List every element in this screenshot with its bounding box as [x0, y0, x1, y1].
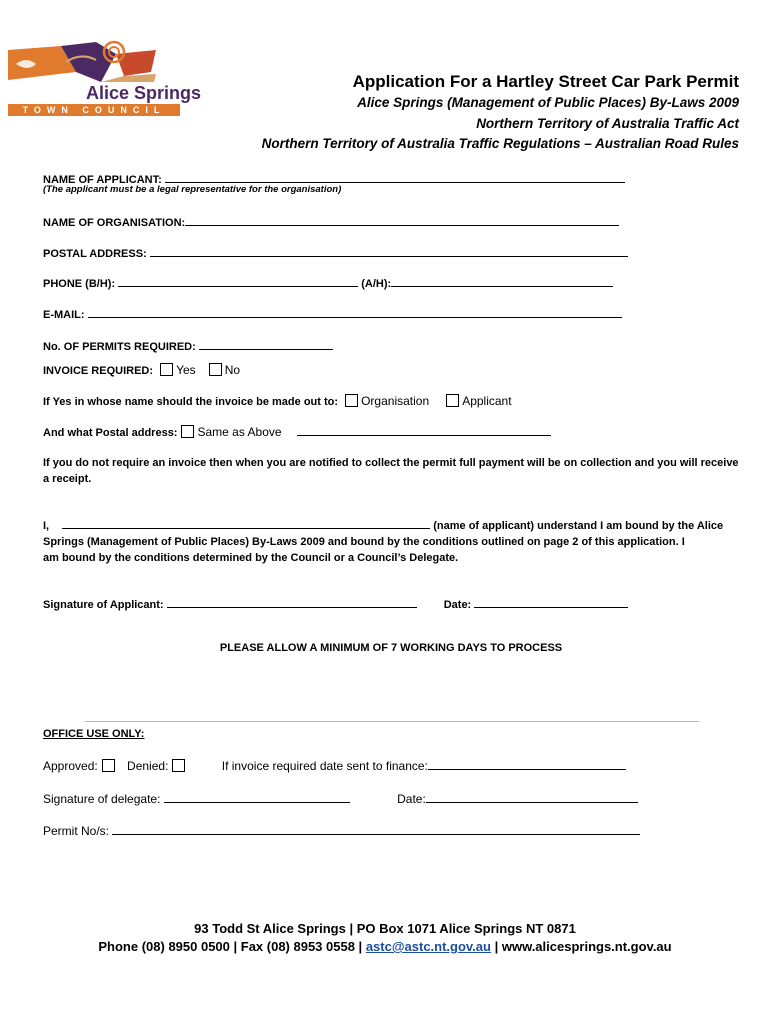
invoice-yes-label: Yes [176, 363, 196, 377]
invoice-yes-checkbox[interactable] [160, 363, 173, 376]
invoice-name-row [43, 394, 512, 408]
footer-phone-fax: Phone (08) 8950 0500 | Fax (08) 8953 0558 | [98, 939, 363, 954]
postal-address-field[interactable] [150, 245, 628, 257]
footer-email-link[interactable]: astc@astc.nt.gov.au [365, 939, 491, 954]
approved-label: Approved: [43, 759, 98, 773]
invoice-no-checkbox[interactable] [209, 363, 222, 376]
footer-website: | www.alicesprings.nt.gov.au [494, 939, 672, 954]
organisation-option-label: Organisation [361, 394, 430, 408]
applicant-signature-field[interactable] [167, 596, 417, 608]
permit-number-field[interactable] [112, 823, 640, 835]
delegate-date-label: Date: [397, 792, 426, 806]
permits-row [43, 338, 333, 353]
finance-label: If invoice required date sent to finance: [221, 759, 428, 773]
applicant-name-field[interactable] [165, 171, 625, 183]
same-as-above-checkbox[interactable] [181, 425, 194, 438]
same-as-above-label: Same as Above [197, 425, 282, 439]
applicant-option-label: Applicant [462, 394, 512, 408]
processing-notice: PLEASE ALLOW A MINIMUM OF 7 WORKING DAYS TO PROCESS [219, 642, 563, 654]
permits-count-field[interactable] [199, 338, 333, 350]
office-approval-row [43, 758, 626, 773]
footer-address: 93 Todd St Alice Springs | PO Box 1071 Alice Springs NT 0871 [194, 921, 576, 936]
signature-date-field[interactable] [474, 596, 628, 608]
permits-label: No. OF PERMITS REQUIRED: [43, 341, 196, 353]
declaration-i: I, [43, 520, 50, 532]
delegate-row [43, 791, 638, 806]
permit-number-label: Permit No/s: [43, 824, 110, 838]
invoice-row [43, 363, 240, 377]
finance-date-field[interactable] [428, 758, 626, 770]
email-field[interactable] [88, 306, 622, 318]
declaration [43, 517, 743, 566]
declaration-line-1 [43, 517, 743, 534]
logo-subtitle: TOWN COUNCIL [22, 105, 166, 115]
invoice-label: INVOICE REQUIRED: [43, 365, 154, 377]
delegate-signature-label: Signature of delegate: [43, 792, 161, 806]
applicant-label: NAME OF APPLICANT: [43, 174, 162, 186]
signature-date-label: Date: [443, 599, 472, 611]
invoice-no-label: No [224, 363, 241, 377]
declaration-line-2: Springs (Management of Public Places) By-Laws 2009 and bound by the conditions outlined on page 2 of this application. I [43, 536, 685, 548]
office-divider [85, 721, 699, 722]
council-logo [6, 34, 202, 118]
logo-name: Alice Springs [86, 83, 202, 103]
invoice-postal-row [43, 424, 551, 439]
phone-ah-label: (A/H): [361, 278, 392, 290]
footer-contact [0, 939, 770, 954]
no-invoice-note: If you do not require an invoice then when you are notified to collect the permit full payment will be on collection and you will receive a receipt. [43, 457, 739, 485]
page-title: Application For a Hartley Street Car Park Permit [352, 72, 739, 91]
invoice-postal-field[interactable] [297, 424, 551, 436]
phone-bh-field[interactable] [118, 275, 358, 287]
delegate-date-field[interactable] [426, 791, 638, 803]
invoice-name-label: If Yes in whose name should the invoice be made out to: [43, 396, 339, 408]
email-label: E-MAIL: [43, 309, 85, 321]
organisation-label: NAME OF ORGANISATION: [43, 217, 186, 229]
signature-row [43, 596, 628, 611]
declaration-name-hint: (name of applicant) understand I am bound by the Alice [433, 520, 724, 532]
phone-bh-label: PHONE (B/H): [43, 278, 116, 290]
organisation-row [43, 214, 619, 229]
office-use-heading: OFFICE USE ONLY: [43, 728, 145, 740]
phone-row [43, 275, 613, 290]
subtitle-traffic-act: Northern Territory of Australia Traffic Act [476, 116, 739, 131]
applicant-checkbox[interactable] [446, 394, 459, 407]
invoice-postal-label: And what Postal address: [43, 427, 178, 439]
applicant-note: (The applicant must be a legal representative for the organisation) [43, 184, 342, 195]
email-row [43, 306, 622, 321]
declaration-name-field[interactable] [62, 517, 430, 529]
subtitle-traffic-regulations: Northern Territory of Australia Traffic Regulations – Australian Road Rules [261, 136, 739, 151]
postal-label: POSTAL ADDRESS: [43, 248, 147, 260]
organisation-checkbox[interactable] [345, 394, 358, 407]
permit-number-row [43, 823, 640, 838]
signature-label: Signature of Applicant: [43, 599, 164, 611]
delegate-signature-field[interactable] [164, 791, 350, 803]
postal-row [43, 245, 628, 260]
phone-ah-field[interactable] [391, 275, 613, 287]
denied-label: Denied: [127, 759, 169, 773]
denied-checkbox[interactable] [172, 759, 185, 772]
organisation-field[interactable] [185, 214, 619, 226]
approved-checkbox[interactable] [102, 759, 115, 772]
subtitle-bylaws: Alice Springs (Management of Public Places) By-Laws 2009 [357, 95, 739, 110]
declaration-line-3: am bound by the conditions determined by the Council or a Council’s Delegate. [43, 552, 459, 564]
